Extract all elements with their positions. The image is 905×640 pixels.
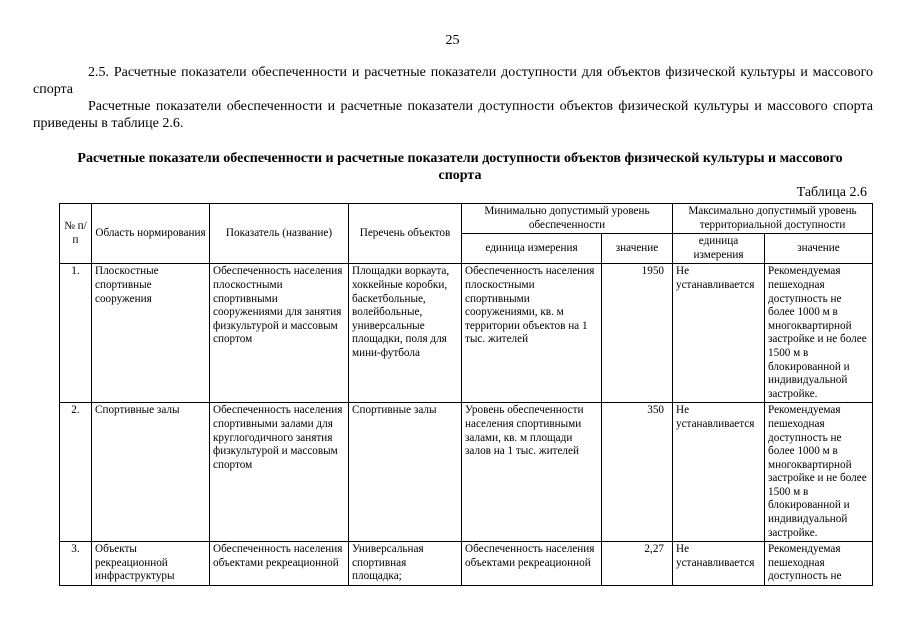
cell-min-value: 350: [602, 403, 673, 542]
cell-indicator: Обеспеченность населения объектами рекреационной: [210, 542, 349, 586]
cell-num: 2.: [60, 403, 92, 542]
page-number: 25: [445, 33, 460, 48]
cell-objects: Спортивные залы: [349, 403, 462, 542]
cell-max-value: Рекомендуемая пешеходная доступность не более 1000 м в многоквартирной застройке и не более 1500 м в блокированной и индивидуальной застройке.: [765, 264, 873, 403]
header-area: Область нормирования: [92, 204, 210, 264]
header-max-group: Максимально допустимый уровень территориальной доступности: [673, 204, 873, 234]
cell-min-unit: Обеспеченность населения плоскостными спортивными сооружениями, кв. м территории объектов на 1 тыс. жителей: [462, 264, 602, 403]
cell-area: Спортивные залы: [92, 403, 210, 542]
section-heading-paragraph: 2.5. Расчетные показатели обеспеченности и расчетные показатели доступности для объектов физической культуры и массового спорта: [33, 65, 873, 97]
cell-min-value: 2,27: [602, 542, 673, 586]
cell-max-unit: Не устанавливается: [673, 264, 765, 403]
cell-num: 1.: [60, 264, 92, 403]
header-objects: Перечень объектов: [349, 204, 462, 264]
cell-max-unit: Не устанавливается: [673, 542, 765, 586]
cell-min-unit: Уровень обеспеченности населения спортивными залами, кв. м площади залов на 1 тыс. жителей: [462, 403, 602, 542]
table-label: Таблица 2.6: [796, 185, 867, 200]
cell-area: Плоскостные спортивные сооружения: [92, 264, 210, 403]
table-row: [60, 403, 873, 542]
header-min-group: Минимально допустимый уровень обеспеченности: [462, 204, 673, 234]
cell-indicator: Обеспеченность населения спортивными залами для круглогодичного занятия физкультурой и массовым спортом: [210, 403, 349, 542]
cell-objects: Универсальная спортивная площадка;: [349, 542, 462, 586]
table-row: [60, 264, 873, 403]
header-min-value: значение: [602, 234, 673, 264]
cell-max-unit: Не устанавливается: [673, 403, 765, 542]
indicators-table: [59, 203, 873, 586]
table-title: Расчетные показатели обеспеченности и расчетные показатели доступности объектов физической культуры и массового спорта: [77, 151, 843, 183]
cell-objects: Площадки воркаута, хоккейные коробки, баскетбольные, волейбольные, универсальные площадки, поля для мини-футбола: [349, 264, 462, 403]
header-max-value: значение: [765, 234, 873, 264]
table-row: [60, 542, 873, 586]
cell-min-value: 1950: [602, 264, 673, 403]
intro-paragraph: Расчетные показатели обеспеченности и расчетные показатели доступности объектов физической культуры и массового спорта приведены в таблице 2.6.: [33, 99, 873, 131]
header-max-unit: единица измерения: [673, 234, 765, 264]
cell-num: 3.: [60, 542, 92, 586]
header-num: № п/п: [60, 204, 92, 264]
cell-min-unit: Обеспеченность населения объектами рекреационной: [462, 542, 602, 586]
cell-area: Объекты рекреационной инфраструктуры: [92, 542, 210, 586]
cell-max-value: Рекомендуемая пешеходная доступность не: [765, 542, 873, 586]
header-indicator: Показатель (название): [210, 204, 349, 264]
cell-indicator: Обеспеченность населения плоскостными спортивными сооружениями для занятия физкультурой и массовым спортом: [210, 264, 349, 403]
cell-max-value: Рекомендуемая пешеходная доступность не более 1000 м в многоквартирной застройке и не более 1500 м в блокированной и индивидуальной застройке.: [765, 403, 873, 542]
header-min-unit: единица измерения: [462, 234, 602, 264]
